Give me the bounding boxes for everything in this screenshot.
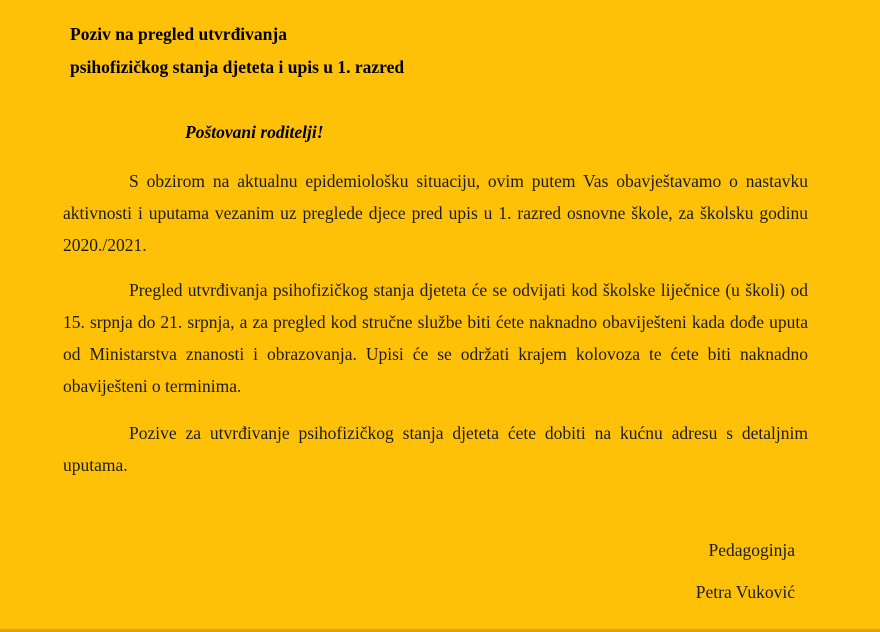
document-title [70,18,808,84]
paragraph-schedule: Pregled utvrđivanja psihofizičkog stanja djeteta će se odvijati kod školske liječnice (u školi) od 15. srpnja do 21. srpnja, a za pregled kod stručne službe biti ćete naknadno obaviješteni kada dođe uputa od Ministarstva znanosti i obrazovanja. Upisi će se održati krajem kolovoza te ćete biti naknadno obaviješteni o terminima. [63,280,808,396]
title-line-1: Poziv na pregled utvrđivanja [70,24,287,44]
paragraph-invitations: Pozive za utvrđivanje psihofizičkog stanja djeteta ćete dobiti na kućnu adresu s detaljnim uputama. [63,423,808,475]
signature-name: Petra Vuković [695,582,795,602]
salutation: Poštovani roditelji! [185,122,324,142]
signature-block [63,534,808,608]
paragraph-intro: S obzirom na aktualnu epidemiološku situaciju, ovim putem Vas obavještavamo o nastavku aktivnosti i uputama vezanim uz preglede djece pred upis u 1. razred osnovne škole, za školsku godinu 2020./2021. [63,171,808,255]
signature-role: Pedagoginja [708,540,795,560]
title-line-2: psihofizičkog stanja djeteta i upis u 1. razred [70,57,405,77]
